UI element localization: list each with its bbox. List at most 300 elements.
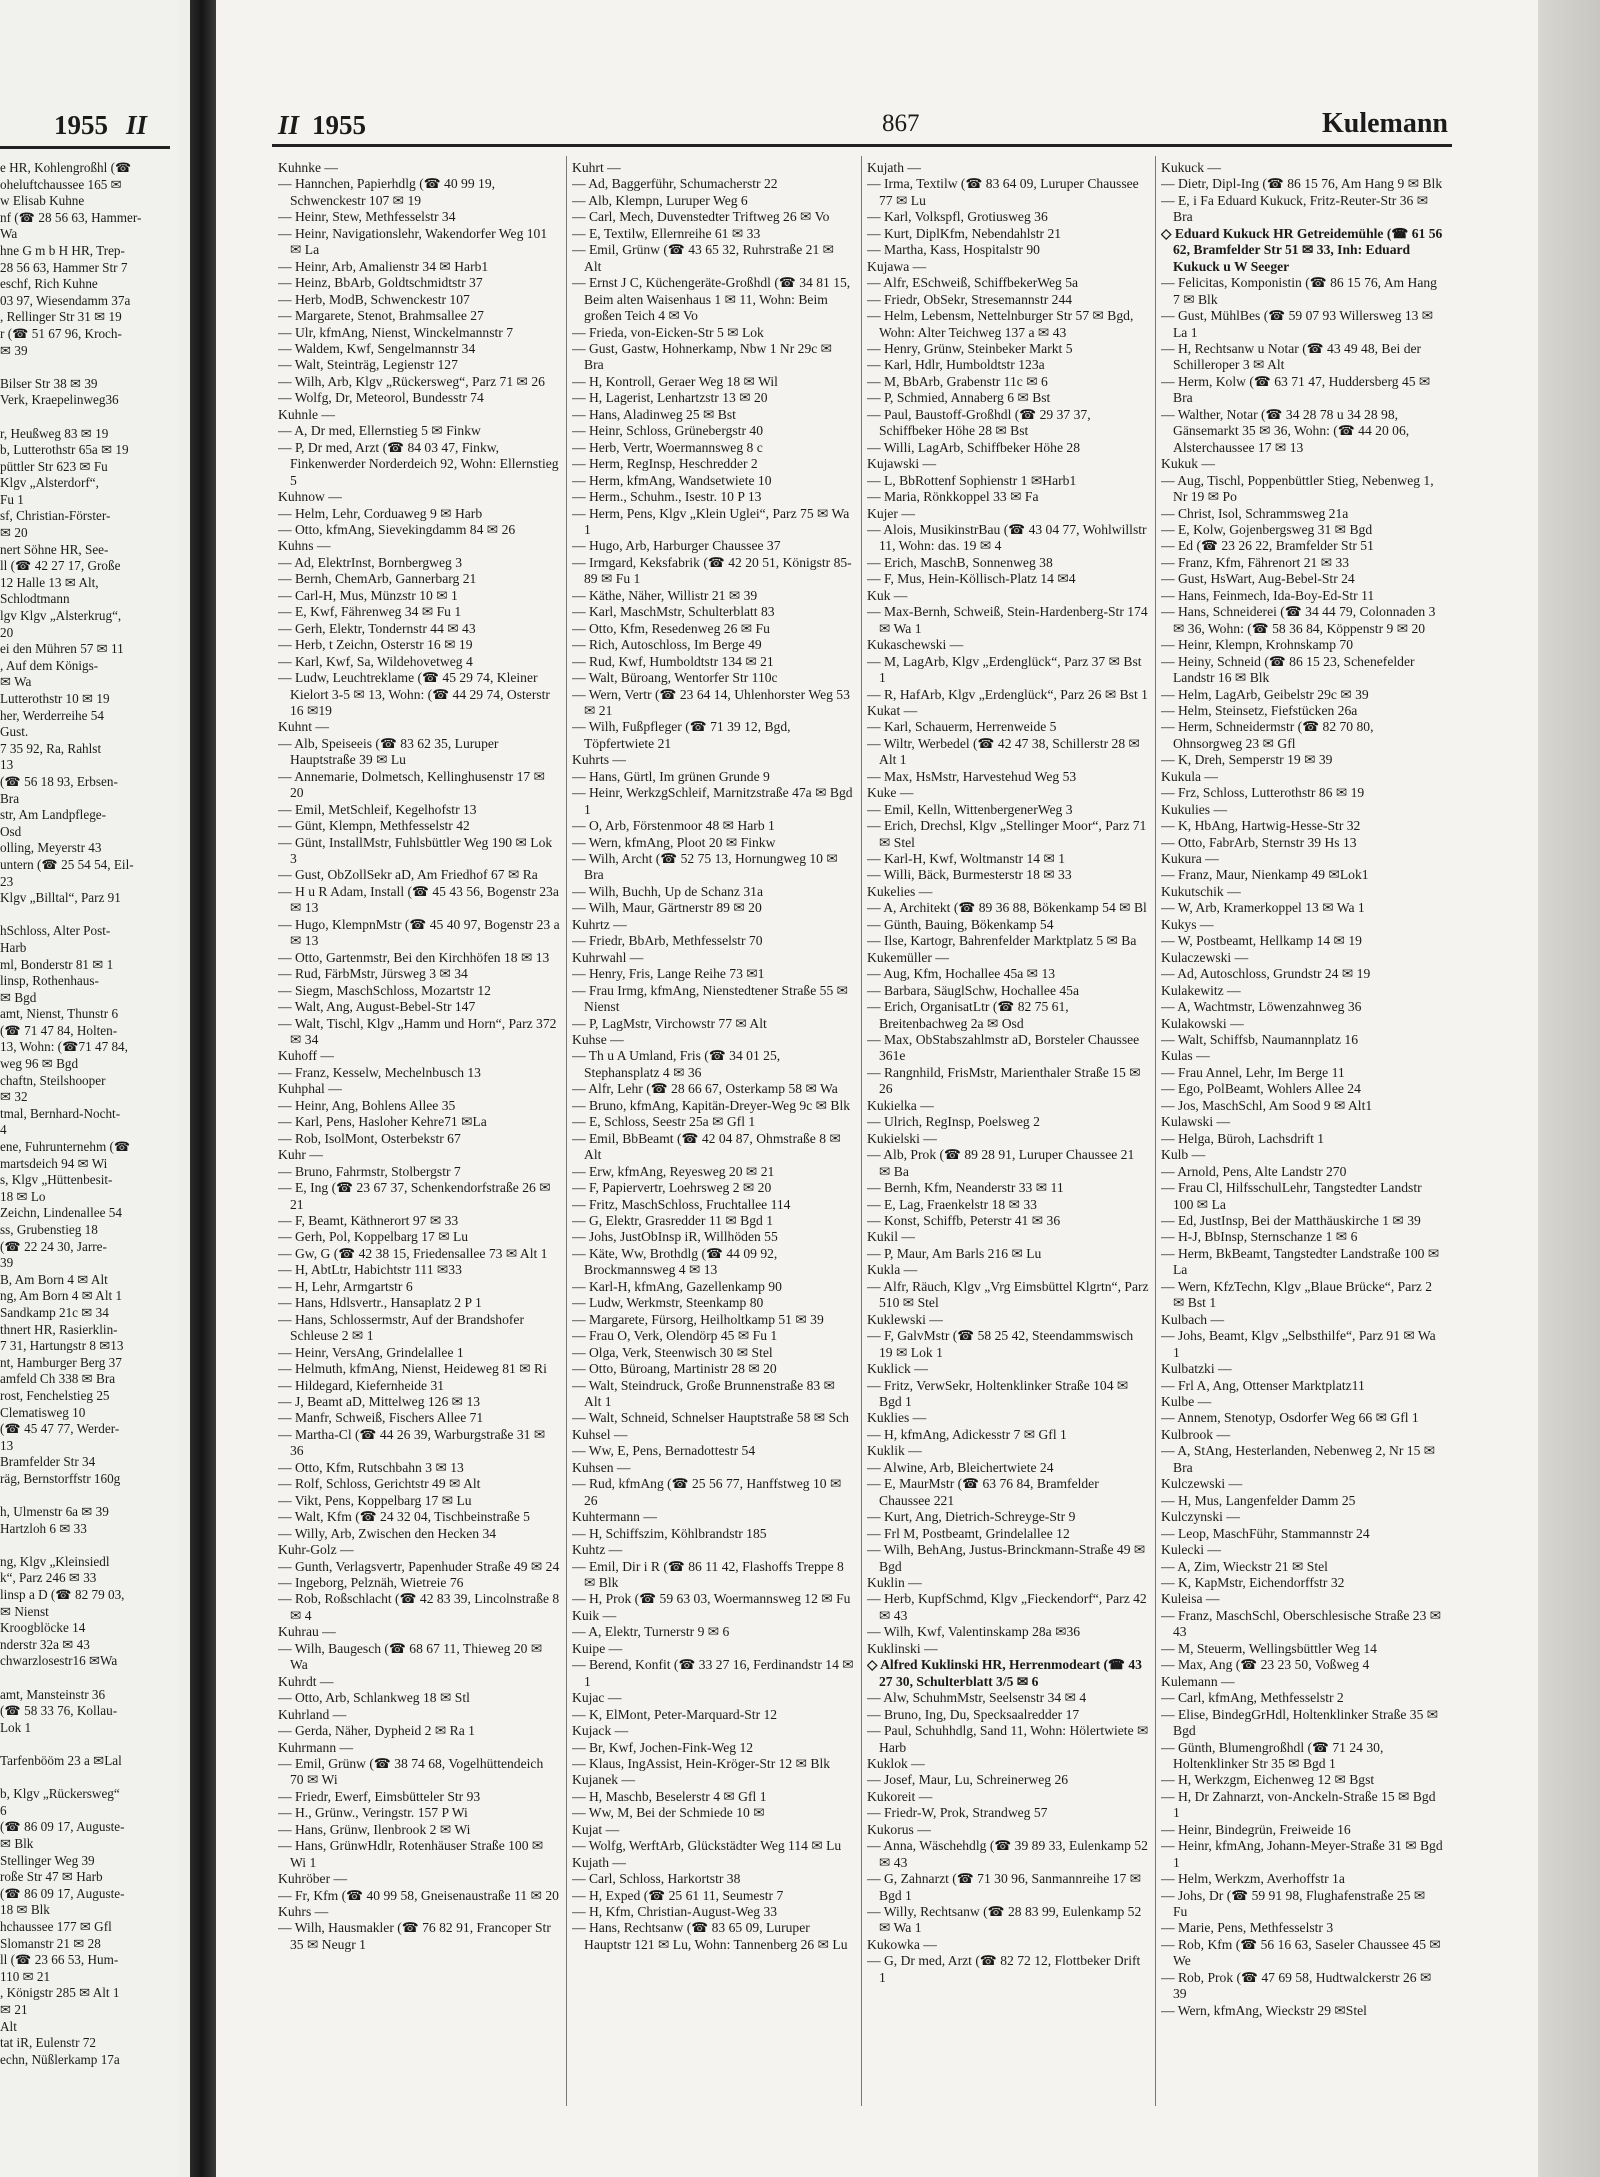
surname-heading: Kukuck — [1161, 160, 1222, 175]
directory-entry: — M, Steuerm, Wellingsbüttler Weg 14 [1161, 1640, 1377, 1656]
directory-entry: — Käthe, Näher, Willistr 21 ✉ 39 [572, 587, 758, 603]
surname-heading: Kujawski — [867, 456, 937, 472]
directory-entry: — Felicitas, Komponistin (☎ 86 15 76, Am Hang 7 ✉ Blk [1161, 275, 1437, 307]
surname-heading: Kukorus — [867, 1821, 931, 1837]
directory-entry: — Frau Annel, Lehr, Im Berge 11 [1161, 1064, 1345, 1080]
fragment-line: , Rellinger Str 31 ✉ 19 [0, 309, 122, 325]
directory-entry: — Walt, Steindruck, Große Brunnenstraße 83 ✉ Alt 1 [572, 1377, 835, 1409]
fragment-line: (☎ 22 24 30, Jarre- [0, 1238, 107, 1254]
directory-entry: — Helm, LagArb, Geibelstr 29c ✉ 39 [1161, 686, 1369, 702]
directory-entry: — Max, Ang (☎ 23 23 50, Voßweg 4 [1161, 1657, 1370, 1673]
surname-heading: Kukowka — [867, 1936, 937, 1952]
fragment-line: ✉ 21 [0, 2001, 28, 2017]
directory-entry: — R, HafArb, Klgv „Erdenglück“, Parz 26 ✉ Bst 1 [867, 686, 1148, 702]
directory-entry: — Bruno, Fahrmstr, Stolbergstr 7 [278, 1163, 461, 1179]
directory-entry: — Friedr-W, Prok, Strandweg 57 [867, 1805, 1048, 1821]
fragment-line: s, Klgv „Hüttenbesit- [0, 1172, 113, 1188]
fragment-line: her, Werderreihe 54 [0, 707, 104, 723]
surname-heading: Kulczynski — [1161, 1509, 1240, 1525]
directory-entry: — Otto, Arb, Schlankweg 18 ✉ Stl [278, 1690, 470, 1706]
directory-entry: — Arnold, Pens, Alte Landstr 270 [1161, 1163, 1347, 1179]
directory-entry: — Carl-H, Mus, Münzstr 10 ✉ 1 [278, 587, 458, 603]
directory-entry: — Käte, Ww, Brothdlg (☎ 44 09 92, Brockmannsweg 4 ✉ 13 [572, 1245, 778, 1278]
previous-page-fragments [0, 160, 170, 2068]
fragment-line: Osd [0, 823, 22, 839]
directory-entry: — H, AbtLtr, Habichtstr 111 ✉33 [278, 1262, 462, 1278]
directory-entry: — Wilh, Fußpfleger (☎ 71 39 12, Bgd, Töpfertwiete 21 [572, 719, 791, 751]
directory-entry: — Karl-H, kfmAng, Gazellenkamp 90 [572, 1278, 782, 1294]
fragment-line: ✉ Bgd [0, 989, 37, 1005]
surname-heading: Kuhrtz — [572, 916, 627, 932]
directory-entry: — A, Zim, Wieckstr 21 ✉ Stel [1161, 1558, 1328, 1574]
fragment-line: hne G m b H HR, Trep- [0, 242, 125, 258]
directory-entry: — E, Kolw, Gojenbergsweg 31 ✉ Bgd [1161, 521, 1373, 537]
directory-entry: — Friedr, ObSekr, Stresemannstr 244 [867, 291, 1073, 307]
directory-entry: — Siegm, MaschSchloss, Mozartstr 12 [278, 982, 491, 998]
directory-entry: — Annem, Stenotyp, Osdorfer Weg 66 ✉ Gfl 1 [1161, 1410, 1419, 1426]
directory-entry: — Annemarie, Dolmetsch, Kellinghusenstr 17 ✉ 20 [278, 768, 545, 801]
surname-heading: Kujack — [572, 1723, 629, 1739]
directory-entry: — Heinr, Klempn, Krohnskamp 70 [1161, 637, 1354, 653]
directory-entry: — E, Ing (☎ 23 67 37, Schenkendorfstraße 26 ✉ 21 [278, 1180, 551, 1212]
fragment-line: Klgv „Alsterdorf“, [0, 475, 99, 491]
fragment-line [0, 409, 170, 426]
surname-heading: Kuklinski — [867, 1640, 938, 1656]
fragment-line: 13, Wohn: (☎71 47 84, [0, 1039, 128, 1055]
directory-entry: — Helga, Büroh, Lachsdrift 1 [1161, 1130, 1325, 1146]
surname-heading: Kuhtz — [572, 1542, 623, 1558]
directory-entry: — Irmgard, Keksfabrik (☎ 42 20 51, Königstr 85-89 ✉ Fu 1 [572, 554, 852, 587]
fragment-line: 12 Halle 13 ✉ Alt, [0, 574, 99, 590]
directory-entry: — Jos, MaschSchl, Am Sood 9 ✉ Alt1 [1161, 1097, 1373, 1113]
directory-entry: — Frieda, von-Eicken-Str 5 ✉ Lok [572, 324, 764, 340]
surname-heading: Kuhnow — [278, 489, 342, 505]
directory-entry: — Wilh, Kwf, Valentinskamp 28a ✉36 [867, 1624, 1081, 1640]
directory-entry: — Herb, ModB, Schwenckestr 107 [278, 291, 470, 307]
directory-entry: — Leop, MaschFühr, Stammannstr 24 [1161, 1525, 1370, 1541]
surname-heading: Kuhse — [572, 1032, 624, 1048]
directory-entry: — Dietr, Dipl-Ing (☎ 86 15 76, Am Hang 9 ✉ Blk [1161, 176, 1443, 192]
directory-entry: — Walt, Schiffsb, Naumannplatz 16 [1161, 1032, 1358, 1048]
surname-heading: Kujac — [572, 1690, 622, 1706]
directory-entry: — Emil, Dir i R (☎ 86 11 42, Flashoffs Treppe 8 ✉ Blk [572, 1558, 844, 1590]
directory-entry: — Johs, JustObInsp iR, Willhöden 55 [572, 1229, 778, 1245]
directory-entry: — Walt, Tischl, Klgv „Hamm und Horn“, Parz 372 ✉ 34 [278, 1015, 557, 1048]
fragment-line: 28 56 63, Hammer Str 7 [0, 259, 128, 275]
directory-entry: — Otto, Büroang, Martinistr 28 ✉ 20 [572, 1361, 777, 1377]
directory-entry: — Otto, Kfm, Resedenweg 26 ✉ Fu [572, 620, 770, 636]
fragment-line: 13 [0, 1437, 14, 1453]
surname-heading: Kukura — [1161, 851, 1219, 867]
directory-entry: — Karl, Schauerm, Herrenweide 5 [867, 719, 1057, 735]
surname-heading: Kukla — [867, 1262, 918, 1278]
directory-entry: — A, Elektr, Turnerstr 9 ✉ 6 [572, 1624, 730, 1640]
directory-entry: — Franz, Kesselw, Mechelnbusch 13 [278, 1064, 481, 1080]
fragment-line: martsdeich 94 ✉ Wi [0, 1155, 108, 1171]
fragment-line: Kroogblöcke 14 [0, 1620, 86, 1636]
directory-entry: — Heinr, Bindegrün, Freiweide 16 [1161, 1821, 1351, 1837]
directory-entry: — Alb, Speiseeis (☎ 83 62 35, Luruper Hauptstraße 39 ✉ Lu [278, 735, 499, 768]
directory-entry: — Ww, M, Bei der Schmiede 10 ✉ [572, 1805, 765, 1821]
directory-entry: — Wilh, BehAng, Justus-Brinckmann-Straße 49 ✉ Bgd [867, 1542, 1146, 1574]
fragment-line: 18 ✉ Blk [0, 1902, 50, 1918]
directory-entry: — Paul, Baustoff-Großhdl (☎ 29 37 37, Schiffbeker Höhe 28 ✉ Bst [867, 406, 1091, 439]
previous-page-year: 1955 [54, 110, 108, 140]
fragment-line [0, 1488, 170, 1505]
directory-entry: — Aug, Kfm, Hochallee 45a ✉ 13 [867, 966, 1056, 982]
directory-entry: — Konst, Schiffb, Peterstr 41 ✉ 36 [867, 1213, 1061, 1228]
directory-entry: — K, ElMont, Peter-Marquard-Str 12 [572, 1706, 778, 1722]
directory-entry: — P, Dr med, Arzt (☎ 84 03 47, Finkw, Finkenwerder Norderdeich 92, Wohn: Ellernstieg 5 [278, 439, 559, 488]
directory-entry: — Hildegard, Kiefernheide 31 [278, 1377, 445, 1393]
surname-heading: Kujath — [867, 160, 921, 175]
directory-entry: — Emil, MetSchleif, Kegelhofstr 13 [278, 801, 477, 817]
surname-heading: Kulbrook — [1161, 1426, 1231, 1442]
fragment-line: 7 35 92, Ra, Rahlst [0, 740, 102, 756]
previous-page-header [0, 108, 170, 149]
directory-entry: — Br, Kwf, Jochen-Fink-Weg 12 [572, 1739, 754, 1755]
fragment-line: Fu 1 [0, 491, 24, 507]
fragment-line: k“, Parz 246 ✉ 33 [0, 1570, 97, 1586]
previous-page-strip [0, 0, 178, 2177]
directory-entry: — Martha-Cl (☎ 44 26 39, Warburgstraße 31 ✉ 36 [278, 1426, 546, 1459]
surname-heading: Kukulies — [1161, 801, 1228, 817]
directory-entry: — Rangnhild, FrisMstr, Marienthaler Straße 15 ✉ 26 [867, 1064, 1141, 1097]
directory-entry: — H, Mus, Langenfelder Damm 25 [1161, 1492, 1356, 1508]
fragment-line: ml, Bonderstr 81 ✉ 1 [0, 956, 114, 972]
directory-entry: — E, Textilw, Ellernreihe 61 ✉ 33 [572, 225, 761, 241]
directory-entry: — Heinr, Ang, Bohlens Allee 35 [278, 1097, 456, 1113]
directory-entry: — Hugo, KlempnMstr (☎ 45 40 97, Bogenstr 23 a ✉ 13 [278, 916, 560, 949]
directory-entry: — A, Architekt (☎ 89 36 88, Bökenkamp 54 ✉ Bl [867, 900, 1147, 916]
directory-entry: — E, Lag, Fraenkelstr 18 ✉ 33 [867, 1196, 1037, 1212]
running-title: Kulemann [1321, 108, 1448, 139]
directory-entry: — Helmuth, kfmAng, Nienst, Heideweg 81 ✉ Ri [278, 1361, 547, 1377]
directory-entry: — H, Rechtsanw u Notar (☎ 43 49 48, Bei der Schilleroper 3 ✉ Alt [1161, 340, 1422, 373]
directory-entry: — Wolfg, Dr, Meteorol, Bundesstr 74 [278, 390, 484, 406]
directory-entry: — Erw, kfmAng, Reyesweg 20 ✉ 21 [572, 1163, 775, 1179]
surname-heading: Kulawski — [1161, 1114, 1231, 1130]
directory-entry: — F, GalvMstr (☎ 58 25 42, Steendammswisch 19 ✉ Lok 1 [867, 1328, 1134, 1360]
surname-heading: Kukys — [1161, 916, 1214, 932]
surname-heading: Kujer — [867, 505, 915, 521]
directory-entry: — H-J, BbInsp, Sternschanze 1 ✉ 6 [1161, 1229, 1358, 1245]
directory-entry: — Erich, OrganisatLtr (☎ 82 75 61, Breitenbachweg 2a ✉ Osd [867, 999, 1069, 1031]
directory-entry: — G, Zahnarzt (☎ 71 30 96, Sanmannreihe 17 ✉ Bgd 1 [867, 1871, 1142, 1903]
directory-entry: — H, Kfm, Christian-August-Weg 33 [572, 1904, 778, 1920]
directory-entry: — F, Mus, Hein-Köllisch-Platz 14 ✉4 [867, 571, 1076, 587]
surname-heading: Kuklewski — [867, 1311, 943, 1327]
directory-entry: — Heinr, Navigationslehr, Wakendorfer Weg 101 ✉ La [278, 225, 548, 258]
column-divider [861, 156, 862, 2106]
surname-heading: Kuhrt — [572, 160, 621, 175]
directory-entry: — Rob, Prok (☎ 47 69 58, Hudtwalckerstr 26 ✉ 39 [1161, 1969, 1432, 2002]
directory-entry: — Carl, Schloss, Harkortstr 38 [572, 1871, 741, 1887]
page-header [272, 104, 1452, 147]
directory-entry: — Gust, HsWart, Aug-Bebel-Str 24 [1161, 571, 1355, 587]
directory-entry: ◇ Alfred Kuklinski HR, Herrenmodeart (☎ 43 27 30, Schulterblatt 3/5 ✉ 6 [867, 1657, 1142, 1689]
directory-entry: — Bruno, kfmAng, Kapitän-Dreyer-Weg 9c ✉ Blk [572, 1097, 851, 1113]
directory-entry: — Gw, G (☎ 42 38 15, Friedensallee 73 ✉ Alt 1 [278, 1245, 548, 1261]
directory-entry: — Aug, Tischl, Poppenbüttler Stieg, Nebenweg 1, Nr 19 ✉ Po [1161, 472, 1434, 505]
directory-entry: — Max, ObStabszahlmstr aD, Borsteler Chaussee 361e [867, 1032, 1140, 1064]
directory-entry: — Max-Bernh, Schweiß, Stein-Hardenberg-Str 174 ✉ Wa 1 [867, 604, 1148, 636]
fragment-line: lgv Klgv „Alsterkrug“, [0, 608, 122, 624]
directory-entry: — Th u A Umland, Fris (☎ 34 01 25, Stephansplatz 4 ✉ 36 [572, 1048, 781, 1080]
directory-entry: — Fritz, VerwSekr, Holtenklinker Straße 104 ✉ Bgd 1 [867, 1377, 1129, 1409]
directory-entry: — Herm, BkBeamt, Tangstedter Landstraße 100 ✉ La [1161, 1245, 1440, 1278]
directory-entry: — Wilh, Arb, Klgv „Rückersweg“, Parz 71 ✉ 26 [278, 373, 545, 389]
fragment-line: Clematisweg 10 [0, 1404, 86, 1420]
directory-entry: — Walt, Steinträg, Legienstr 127 [278, 357, 458, 373]
directory-entry: — Margarete, Fürsorg, Heilholtkamp 51 ✉ 39 [572, 1311, 824, 1327]
fragment-line [0, 1537, 170, 1554]
fragment-line [0, 1736, 170, 1753]
directory-entry: — E, Schloss, Seestr 25a ✉ Gfl 1 [572, 1114, 756, 1130]
directory-entry: — Ilse, Kartogr, Bahrenfelder Marktplatz 5 ✉ Ba [867, 933, 1137, 949]
directory-entry: — H u R Adam, Install (☎ 45 43 56, Bogenstr 23a ✉ 13 [278, 883, 559, 916]
fragment-line: Bra [0, 790, 20, 806]
directory-entry: — G, Elektr, Grasredder 11 ✉ Bgd 1 [572, 1213, 773, 1228]
fragment-line: ✉ Nienst [0, 1603, 49, 1619]
directory-entry: — Rob, Roßschlacht (☎ 42 83 39, Lincolnstraße 8 ✉ 4 [278, 1591, 560, 1623]
directory-entry: — Rolf, Schloss, Gerichtstr 49 ✉ Alt [278, 1476, 481, 1492]
surname-heading: Kulczewski — [1161, 1476, 1243, 1492]
directory-entry: — Margarete, Stenot, Brahmsallee 27 [278, 308, 484, 324]
fragment-line: b, Lutterothstr 65a ✉ 19 [0, 442, 129, 458]
fragment-line: amfeld Ch 338 ✉ Bra [0, 1371, 116, 1387]
surname-heading: Kulbach — [1161, 1311, 1225, 1327]
directory-entry: — Walt, Ang, August-Bebel-Str 147 [278, 999, 476, 1015]
column-divider [566, 156, 567, 2106]
directory-entry: — Emil, BbBeamt (☎ 42 04 87, Ohmstraße 8 ✉ Alt [572, 1130, 841, 1163]
fragment-line: (☎ 45 47 77, Werder- [0, 1421, 120, 1437]
directory-entry: — Christ, Isol, Schrammsweg 21a [1161, 505, 1349, 521]
directory-entry: — Emil, Grünw (☎ 38 74 68, Vogelhüttendeich 70 ✉ Wi [278, 1755, 544, 1788]
fragment-line: Zeichn, Lindenallee 54 [0, 1205, 122, 1221]
directory-column-4 [1161, 160, 1443, 2140]
directory-entry: — Hans, Feinmech, Ida-Boy-Ed-Str 11 [1161, 587, 1375, 603]
directory-entry: — W, Arb, Kramerkoppel 13 ✉ Wa 1 [1161, 900, 1365, 916]
fragment-line: B, Am Born 4 ✉ Alt [0, 1271, 108, 1287]
directory-entry: — F, Papiervertr, Loehrsweg 2 ✉ 20 [572, 1180, 772, 1196]
fragment-line: räg, Bernstorffstr 160g [0, 1470, 121, 1486]
fragment-line: ll (☎ 42 27 17, Große [0, 558, 121, 574]
directory-entry: — Ed, JustInsp, Bei der Matthäuskirche 1 ✉ 39 [1161, 1213, 1421, 1228]
directory-entry: — Helm, Steinsetz, Fiefstücken 26a [1161, 702, 1358, 718]
surname-heading: Kuklik — [867, 1443, 922, 1459]
directory-entry: — Marie, Pens, Methfesselstr 3 [1161, 1920, 1334, 1936]
fragment-line: ene, Fuhrunternehm (☎ [0, 1139, 131, 1155]
directory-entry: — Ulrich, RegInsp, Poelsweg 2 [867, 1114, 1040, 1130]
directory-entry: — Herm, RegInsp, Heschredder 2 [572, 456, 758, 472]
surname-heading: Kuklick — [867, 1361, 928, 1377]
directory-entry: — Helm, Lebensm, Nettelnburger Str 57 ✉ Bgd, Wohn: Alter Teichweg 137 a ✉ 43 [867, 308, 1134, 340]
surname-heading: Kuke — [867, 785, 914, 801]
fragment-line: ng, Klgv „Kleinsiedl [0, 1553, 110, 1569]
directory-entry: — Ernst J C, Küchengeräte-Großhdl (☎ 34 81 15, Beim alten Waisenhaus 1 ✉ 11, Wohn: Beim großen Teich 4 ✉ Vo [572, 275, 851, 324]
directory-page [216, 0, 1538, 2177]
fragment-line: e HR, Kohlengroßhl (☎ [0, 160, 132, 175]
directory-entry: — Ed (☎ 23 26 22, Bramfelder Str 51 [1161, 538, 1374, 554]
fragment-line: tat iR, Eulenstr 72 [0, 2035, 96, 2051]
fragment-line: 03 97, Wiesendamm 37a [0, 292, 131, 308]
directory-entry: — Fr, Kfm (☎ 40 99 58, Gneisenaustraße 11 ✉ 20 [278, 1887, 559, 1903]
directory-entry: — Hans, Hdlsvertr., Hansaplatz 2 P 1 [278, 1295, 482, 1311]
fragment-line: untern (☎ 25 54 54, Eil- [0, 856, 134, 872]
fragment-line: hchaussee 177 ✉ Gfl [0, 1918, 112, 1934]
directory-entry: — Kurt, Ang, Dietrich-Schreyge-Str 9 [867, 1509, 1076, 1525]
surname-heading: Kukil — [867, 1229, 915, 1245]
fragment-line: thnert HR, Rasierklin- [0, 1321, 118, 1337]
fragment-line: Stellinger Weg 39 [0, 1852, 95, 1868]
directory-entry: — Rich, Autoschloss, Im Berge 49 [572, 637, 762, 653]
surname-heading: Kulecki — [1161, 1542, 1222, 1558]
fragment-line: ✉ Wa [0, 674, 32, 690]
surname-heading: Kujanek — [572, 1772, 636, 1788]
fragment-line: (☎ 71 47 84, Holten- [0, 1022, 118, 1038]
directory-entry: — Berend, Konfit (☎ 33 27 16, Ferdinandstr 14 ✉ 1 [572, 1657, 854, 1689]
surname-heading: Kuhns — [278, 538, 331, 554]
surname-heading: Kukoreit — [867, 1788, 933, 1804]
fragment-line: 23 [0, 873, 14, 889]
directory-entry: — Friedr, Ewerf, Eimsbütteler Str 93 [278, 1788, 481, 1804]
directory-entry: — Wern, KfzTechn, Klgv „Blaue Brücke“, Parz 2 ✉ Bst 1 [1161, 1278, 1432, 1311]
directory-entry: — Alb, Prok (☎ 89 28 91, Luruper Chaussee 21 ✉ Ba [867, 1147, 1135, 1179]
directory-entry: — E, Kwf, Fährenweg 34 ✉ Fu 1 [278, 604, 462, 620]
directory-entry: — Willi, Bäck, Burmesterstr 18 ✉ 33 [867, 867, 1072, 883]
directory-entry: — Herb, Vertr, Woermannsweg 8 c [572, 439, 763, 455]
surname-heading: Kulakowski — [1161, 1015, 1244, 1031]
directory-entry: — P, Maur, Am Barls 216 ✉ Lu [867, 1245, 1042, 1261]
directory-entry: — Carl, kfmAng, Methfesselstr 2 [1161, 1690, 1344, 1706]
directory-entry: — Ulr, kfmAng, Nienst, Winckelmannstr 7 [278, 324, 514, 340]
fragment-line: (☎ 58 33 76, Kollau- [0, 1703, 118, 1719]
directory-entry: — Karl, Volkspfl, Grotiusweg 36 [867, 209, 1048, 225]
directory-entry: — H, kfmAng, Adickesstr 7 ✉ Gfl 1 [867, 1426, 1067, 1442]
fragment-line: 13 [0, 757, 14, 773]
directory-entry: — Kurt, DiplKfm, Nebendahlstr 21 [867, 225, 1062, 241]
directory-entry: — A, StAng, Hesterlanden, Nebenweg 2, Nr 15 ✉ Bra [1161, 1443, 1436, 1475]
directory-entry: — H, Lehr, Armgartstr 6 [278, 1278, 413, 1294]
directory-column-1 [278, 160, 560, 2140]
book-binding-shadow [190, 0, 216, 2177]
fragment-line: 6 [0, 1802, 7, 1818]
directory-entry: — Alfr, Lehr (☎ 28 66 67, Osterkamp 58 ✉ Wa [572, 1081, 838, 1097]
fragment-line: Lutterothstr 10 ✉ 19 [0, 691, 110, 706]
fragment-line: eschf, Rich Kuhne [0, 276, 98, 292]
directory-entry: — Rob, IsolMont, Osterbekstr 67 [278, 1130, 461, 1146]
directory-entry: — Heinr, Schloss, Grünebergstr 40 [572, 423, 764, 439]
surname-heading: Kukutschik — [1161, 883, 1241, 899]
directory-entry: — Wilh, Maur, Gärtnerstr 89 ✉ 20 [572, 900, 762, 916]
directory-entry: — Alois, MusikinstrBau (☎ 43 04 77, Wohlwillstr 11, Wohn: das. 19 ✉ 4 [867, 521, 1147, 554]
directory-entry: — Hans, Grünw, Ilenbrook 2 ✉ Wi [278, 1821, 471, 1837]
directory-entry: — Ad, Baggerführ, Schumacherstr 22 [572, 176, 778, 192]
surname-heading: Kuhphal — [278, 1081, 342, 1097]
directory-entry: — Gerh, Elektr, Tondernstr 44 ✉ 43 [278, 620, 476, 636]
directory-entry: — E, i Fa Eduard Kukuck, Fritz-Reuter-Str 36 ✉ Bra [1161, 192, 1429, 225]
fragment-line: 7 31, Hartungstr 8 ✉13 [0, 1338, 124, 1354]
directory-entry: — Karl, MaschMstr, Schulterblatt 83 [572, 604, 775, 620]
fragment-line: str, Am Landpflege- [0, 807, 107, 823]
directory-entry: — Emil, Kelln, WittenbergenerWeg 3 [867, 801, 1073, 817]
fragment-line: weg 96 ✉ Bgd [0, 1056, 79, 1072]
directory-entry: — Henry, Fris, Lange Reihe 73 ✉1 [572, 966, 765, 982]
column-divider [1155, 156, 1156, 2106]
directory-entry: — A, Dr med, Ellernstieg 5 ✉ Finkw [278, 423, 481, 439]
directory-entry: — Günth, Blumengroßhdl (☎ 71 24 30, Holtenklinker Str 35 ✉ Bgd 1 [1161, 1739, 1384, 1771]
directory-entry: — Franz, Kfm, Fährenort 21 ✉ 33 [1161, 554, 1350, 570]
fragment-line: nert Söhne HR, See- [0, 541, 109, 557]
directory-entry: — Johs, Dr (☎ 59 91 98, Flughafenstraße 25 ✉ Fu [1161, 1887, 1426, 1920]
fragment-line: ng, Am Born 4 ✉ Alt 1 [0, 1288, 123, 1304]
directory-entry: — Gust, Gastw, Hohnerkamp, Nbw 1 Nr 29c ✉ Bra [572, 340, 833, 373]
fragment-line: ll (☎ 23 66 53, Hum- [0, 1952, 119, 1968]
fragment-line: tmal, Bernhard-Nocht- [0, 1105, 121, 1121]
directory-entry: — Carl, Mech, Duvenstedter Triftweg 26 ✉ Vo [572, 209, 830, 225]
directory-entry: — L, BbRottenf Sophienstr 1 ✉Harb1 [867, 472, 1077, 488]
directory-entry: — Ego, PolBeamt, Wohlers Allee 24 [1161, 1081, 1361, 1097]
directory-entry: — Heiny, Schneid (☎ 86 15 23, Schenefelder Landstr 16 ✉ Blk [1161, 653, 1415, 686]
surname-heading: Kuklok — [867, 1755, 925, 1771]
fragment-line: Alt [0, 2018, 17, 2034]
surname-heading: Kulemann — [1161, 1673, 1235, 1689]
surname-heading: Kuhnle — [278, 406, 336, 422]
directory-entry: — Walt, Schneid, Schnelser Hauptstraße 58 ✉ Sch [572, 1410, 849, 1426]
fragment-line: oheluftchaussee 165 ✉ [0, 176, 122, 192]
surname-heading: Kuhnt — [278, 719, 329, 735]
directory-entry: — Heinr, Stew, Methfesselstr 34 [278, 209, 456, 225]
surname-heading: Kuhr-Golz — [278, 1542, 354, 1558]
directory-entry: — Willy, Arb, Zwischen den Hecken 34 [278, 1525, 497, 1541]
directory-entry: — Gerh, Pol, Koppelbarg 17 ✉ Lu [278, 1229, 469, 1245]
directory-entry: — Ludw, Werkmstr, Steenkamp 80 [572, 1295, 764, 1311]
directory-entry: — Johs, Beamt, Klgv „Selbsthilfe“, Parz 91 ✉ Wa 1 [1161, 1328, 1436, 1360]
surname-heading: Kujath — [572, 1854, 626, 1870]
directory-entry: — Rud, kfmAng (☎ 25 56 77, Hanffstweg 10 ✉ 26 [572, 1476, 842, 1508]
fragment-line: roße Str 47 ✉ Harb [0, 1869, 103, 1885]
fragment-line: Wa [0, 226, 18, 242]
year-label: 1955 [312, 110, 366, 140]
page-number: 867 [882, 110, 920, 137]
surname-heading: Kuhr — [278, 1147, 323, 1163]
directory-entry: — Ad, ElektrInst, Bornbergweg 3 [278, 554, 462, 570]
directory-entry: — H, Werkzgm, Eichenweg 12 ✉ Bgst [1161, 1772, 1375, 1788]
directory-entry: — Ingeborg, Pelznäh, Wietreie 76 [278, 1574, 464, 1590]
surname-heading: Kuk — [867, 587, 908, 603]
directory-entry: — H, Dr Zahnarzt, von-Anckeln-Straße 15 ✉ Bgd 1 [1161, 1788, 1436, 1821]
surname-heading: Kuhrts — [572, 752, 626, 768]
directory-entry: — Gerda, Näher, Dypheid 2 ✉ Ra 1 [278, 1723, 475, 1739]
directory-entry: — Karl, Kwf, Sa, Wildehovetweg 4 [278, 653, 473, 669]
directory-entry: — Günth, Bauing, Bökenkamp 54 [867, 916, 1054, 932]
directory-entry: — Franz, Maur, Nienkamp 49 ✉Lok1 [1161, 867, 1369, 883]
directory-entry: — Günt, InstallMstr, Fuhlsbüttler Weg 190 ✉ Lok 3 [278, 834, 553, 867]
fragment-line: Verk, Kraepelinweg36 [0, 392, 119, 408]
directory-entry: — H, Kontroll, Geraer Weg 18 ✉ Wil [572, 373, 778, 389]
surname-heading: Kuhrwahl — [572, 949, 644, 965]
directory-entry: — H, Prok (☎ 59 63 03, Woermannsweg 12 ✉ Fu [572, 1591, 851, 1607]
directory-entry: — Hans, GrünwHdlr, Rotenhäuser Straße 100 ✉ Wi 1 [278, 1838, 544, 1870]
fragment-line: chwarzlosestr16 ✉Wa [0, 1653, 118, 1669]
directory-entry: — Otto, Kfm, Rutschbahn 3 ✉ 13 [278, 1459, 464, 1475]
directory-entry: — Wern, Vertr (☎ 23 64 14, Uhlenhorster Weg 53 ✉ 21 [572, 686, 850, 718]
directory-entry: — Manfr, Schweiß, Fischers Allee 71 [278, 1410, 484, 1426]
directory-entry: — H., Grünw., Veringstr. 157 P Wi [278, 1805, 468, 1821]
fragment-line: r, Heußweg 83 ✉ 19 [0, 425, 109, 441]
directory-entry: — Max, HsMstr, Harvestehud Weg 53 [867, 768, 1077, 784]
